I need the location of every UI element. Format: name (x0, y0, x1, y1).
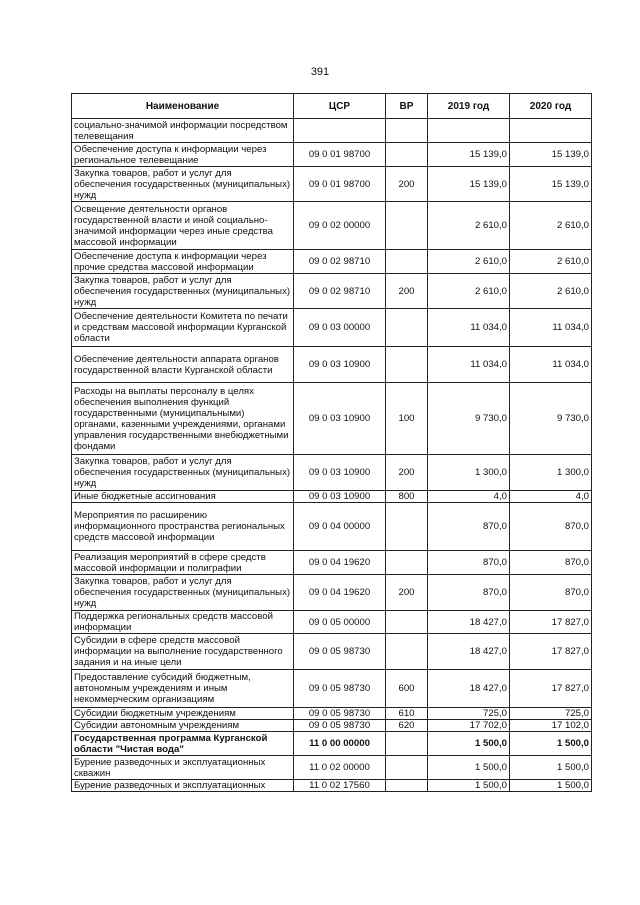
cell-2020: 17 102,0 (510, 720, 592, 732)
cell-vr: 200 (386, 167, 428, 202)
cell-2020: 15 139,0 (510, 167, 592, 202)
cell-csr: 09 0 03 10900 (294, 455, 386, 491)
table-row (72, 756, 592, 780)
cell-csr: 09 0 05 98730 (294, 634, 386, 670)
table-row (72, 503, 592, 551)
table-row (72, 491, 592, 503)
cell-2020: 870,0 (510, 503, 592, 551)
table-row (72, 780, 592, 792)
table-row (72, 309, 592, 347)
cell-vr: 600 (386, 670, 428, 708)
cell-csr: 11 0 02 00000 (294, 756, 386, 780)
table-row (72, 274, 592, 309)
cell-name: Обеспечение деятельности Комитета по печати и средствам массовой информации Курганской области (72, 309, 294, 347)
cell-csr: 09 0 04 19620 (294, 575, 386, 611)
cell-csr: 09 0 03 10900 (294, 383, 386, 455)
column-header-name: Наименование (72, 94, 294, 119)
cell-2020: 1 500,0 (510, 780, 592, 792)
cell-name: Предоставление субсидий бюджетным, автономным учреждениям и иным некоммерческим организациям (72, 670, 294, 708)
cell-2019: 870,0 (428, 551, 510, 575)
table-row (72, 202, 592, 250)
cell-csr: 09 0 02 00000 (294, 202, 386, 250)
cell-2020: 17 827,0 (510, 670, 592, 708)
cell-name: Иные бюджетные ассигнования (72, 491, 294, 503)
cell-vr (386, 611, 428, 634)
cell-2019: 18 427,0 (428, 634, 510, 670)
table-row (72, 732, 592, 756)
cell-csr: 09 0 01 98700 (294, 143, 386, 167)
table-row (72, 347, 592, 383)
cell-2019: 1 300,0 (428, 455, 510, 491)
cell-2020: 11 034,0 (510, 309, 592, 347)
cell-name: Обеспечение доступа к информации через региональное телевещание (72, 143, 294, 167)
cell-2020: 1 300,0 (510, 455, 592, 491)
cell-vr (386, 756, 428, 780)
cell-2019: 18 427,0 (428, 611, 510, 634)
table-row (72, 119, 592, 143)
cell-csr: 09 0 05 98730 (294, 720, 386, 732)
cell-csr: 09 0 02 98710 (294, 274, 386, 309)
cell-csr: 09 0 05 98730 (294, 708, 386, 720)
cell-vr: 100 (386, 383, 428, 455)
cell-csr: 09 0 03 10900 (294, 347, 386, 383)
cell-vr: 800 (386, 491, 428, 503)
cell-vr (386, 551, 428, 575)
table-row (72, 720, 592, 732)
cell-vr: 610 (386, 708, 428, 720)
cell-name: Обеспечение деятельности аппарата органов государственной власти Курганской области (72, 347, 294, 383)
table-row (72, 634, 592, 670)
cell-vr (386, 202, 428, 250)
cell-vr: 620 (386, 720, 428, 732)
cell-2019: 11 034,0 (428, 347, 510, 383)
cell-name: Субсидии бюджетным учреждениям (72, 708, 294, 720)
cell-2019: 11 034,0 (428, 309, 510, 347)
cell-name: Реализация мероприятий в сфере средств массовой информации и полиграфии (72, 551, 294, 575)
cell-2019: 4,0 (428, 491, 510, 503)
cell-name: Поддержка региональных средств массовой информации (72, 611, 294, 634)
cell-vr (386, 309, 428, 347)
cell-csr: 11 0 00 00000 (294, 732, 386, 756)
cell-name: Обеспечение доступа к информации через прочие средства массовой информации (72, 250, 294, 274)
cell-csr: 09 0 05 98730 (294, 670, 386, 708)
cell-2020: 9 730,0 (510, 383, 592, 455)
cell-csr: 11 0 02 17560 (294, 780, 386, 792)
cell-2020: 4,0 (510, 491, 592, 503)
cell-name: Освещение деятельности органов государственной власти и иной социально-значимой информации через иные средства массовой информации (72, 202, 294, 250)
table-row (72, 143, 592, 167)
table-row (72, 250, 592, 274)
cell-2020: 17 827,0 (510, 611, 592, 634)
cell-vr: 200 (386, 455, 428, 491)
table-header-row (72, 94, 592, 119)
cell-name: Бурение разведочных и эксплуатационных (72, 780, 294, 792)
cell-2019: 1 500,0 (428, 756, 510, 780)
cell-2019: 9 730,0 (428, 383, 510, 455)
column-header-vr: ВР (386, 94, 428, 119)
cell-name: Закупка товаров, работ и услуг для обеспечения государственных (муниципальных) нужд (72, 455, 294, 491)
table-row (72, 455, 592, 491)
page-number: 391 (310, 66, 330, 78)
cell-2019: 15 139,0 (428, 167, 510, 202)
cell-csr: 09 0 03 00000 (294, 309, 386, 347)
cell-csr (294, 119, 386, 143)
cell-2020: 1 500,0 (510, 732, 592, 756)
cell-vr (386, 119, 428, 143)
cell-2020: 17 827,0 (510, 634, 592, 670)
cell-csr: 09 0 03 10900 (294, 491, 386, 503)
cell-2020: 870,0 (510, 551, 592, 575)
column-header-2020: 2020 год (510, 94, 592, 119)
cell-name: Закупка товаров, работ и услуг для обеспечения государственных (муниципальных) нужд (72, 575, 294, 611)
cell-2020: 1 500,0 (510, 756, 592, 780)
table-row (72, 167, 592, 202)
cell-vr (386, 143, 428, 167)
cell-vr: 200 (386, 274, 428, 309)
cell-2020: 2 610,0 (510, 274, 592, 309)
cell-2019: 870,0 (428, 575, 510, 611)
cell-vr: 200 (386, 575, 428, 611)
cell-name: социально-значимой информации посредством телевещания (72, 119, 294, 143)
cell-name: Субсидии в сфере средств массовой информации на выполнение государственного задания и на иные цели (72, 634, 294, 670)
cell-name: Закупка товаров, работ и услуг для обеспечения государственных (муниципальных) нужд (72, 274, 294, 309)
cell-csr: 09 0 01 98700 (294, 167, 386, 202)
table-body (72, 119, 592, 792)
cell-2019: 2 610,0 (428, 250, 510, 274)
table-row (72, 708, 592, 720)
cell-csr: 09 0 04 19620 (294, 551, 386, 575)
cell-vr (386, 347, 428, 383)
cell-csr: 09 0 05 00000 (294, 611, 386, 634)
cell-2020: 11 034,0 (510, 347, 592, 383)
cell-2019: 725,0 (428, 708, 510, 720)
cell-csr: 09 0 02 98710 (294, 250, 386, 274)
cell-2019: 1 500,0 (428, 780, 510, 792)
cell-vr (386, 780, 428, 792)
cell-2020 (510, 119, 592, 143)
cell-2019: 1 500,0 (428, 732, 510, 756)
cell-vr (386, 503, 428, 551)
cell-name: Бурение разведочных и эксплуатационных скважин (72, 756, 294, 780)
cell-csr: 09 0 04 00000 (294, 503, 386, 551)
cell-2019: 18 427,0 (428, 670, 510, 708)
table-row (72, 670, 592, 708)
cell-vr (386, 732, 428, 756)
cell-name: Мероприятия по расширению информационного пространства региональных средств массовой информации (72, 503, 294, 551)
cell-2020: 2 610,0 (510, 202, 592, 250)
table-row (72, 575, 592, 611)
cell-2020: 725,0 (510, 708, 592, 720)
cell-name: Расходы на выплаты персоналу в целях обеспечения выполнения функций государственными (муниципальными) органами, казенными учреждениями, органами управления государственными внебюджетными фондами (72, 383, 294, 455)
cell-2020: 2 610,0 (510, 250, 592, 274)
table-row (72, 611, 592, 634)
column-header-csr: ЦСР (294, 94, 386, 119)
cell-2019: 2 610,0 (428, 274, 510, 309)
table-row (72, 551, 592, 575)
cell-2019 (428, 119, 510, 143)
cell-2019: 2 610,0 (428, 202, 510, 250)
cell-name: Государственная программа Курганской области "Чистая вода" (72, 732, 294, 756)
cell-2020: 870,0 (510, 575, 592, 611)
cell-name: Субсидии автономным учреждениям (72, 720, 294, 732)
cell-2020: 15 139,0 (510, 143, 592, 167)
cell-2019: 15 139,0 (428, 143, 510, 167)
cell-vr (386, 634, 428, 670)
table-row (72, 383, 592, 455)
budget-table (71, 93, 592, 792)
cell-name: Закупка товаров, работ и услуг для обеспечения государственных (муниципальных) нужд (72, 167, 294, 202)
cell-2019: 870,0 (428, 503, 510, 551)
cell-2019: 17 702,0 (428, 720, 510, 732)
column-header-2019: 2019 год (428, 94, 510, 119)
cell-vr (386, 250, 428, 274)
